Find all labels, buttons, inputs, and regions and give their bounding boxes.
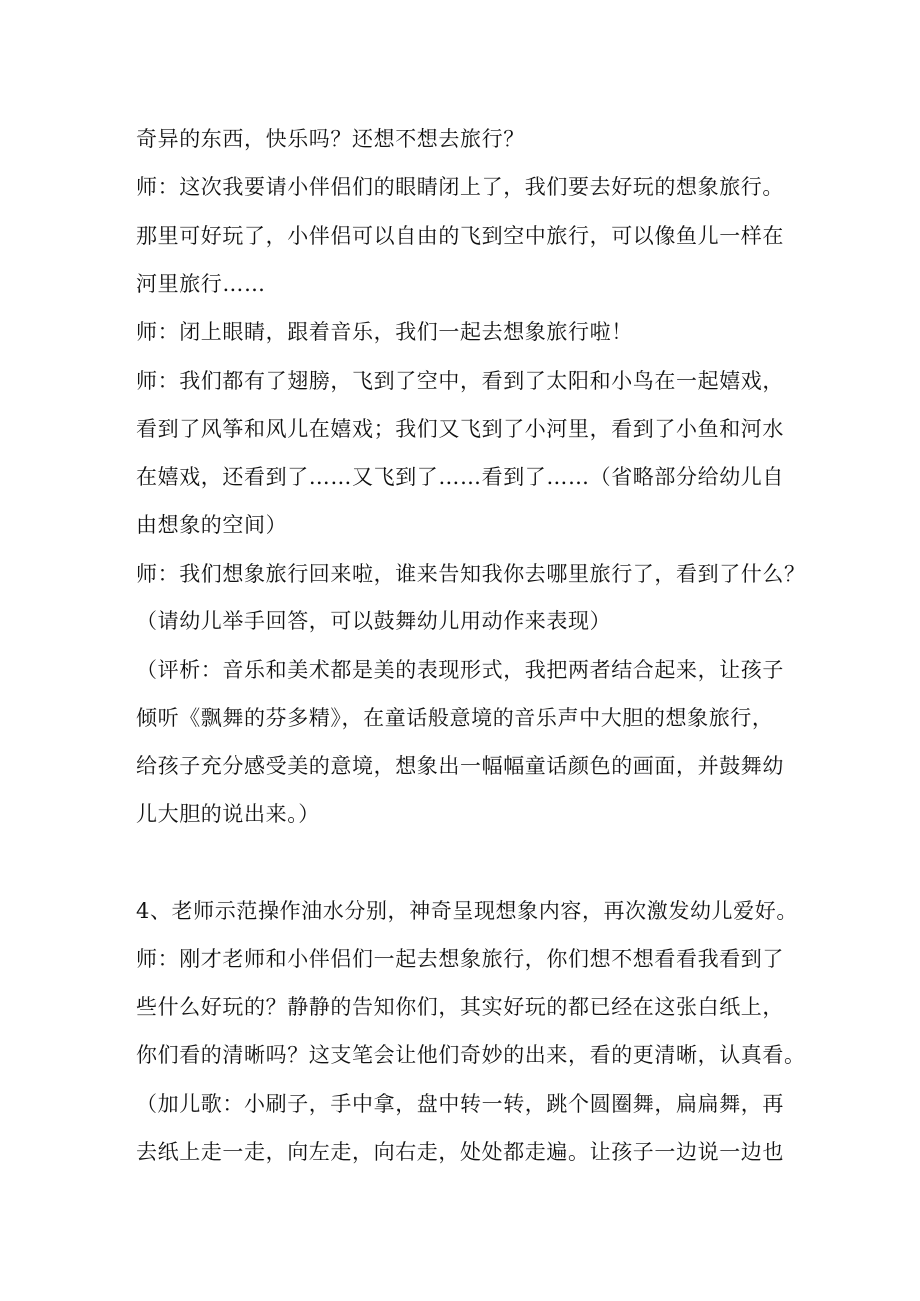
text-line: 去纸上走一走，向左走，向右走，处处都走遍。让孩子一边说一边也: [136, 1140, 784, 1164]
text-line: 师：这次我要请小伴侣们的眼睛闭上了，我们要去好玩的想象旅行。: [136, 175, 784, 199]
text-line: 些什么好玩的？静静的告知你们，其实好玩的都已经在这张白纸上，: [136, 995, 784, 1019]
text-line: 师：刚才老师和小伴侣们一起去想象旅行，你们想不想看看我看到了: [136, 947, 784, 971]
text-line: 在嬉戏，还看到了……又飞到了……看到了……（省略部分给幼儿自: [136, 465, 784, 489]
text-line: （评析：音乐和美术都是美的表现形式，我把两者结合起来，让孩子: [136, 658, 784, 682]
text-line: 师：闭上眼睛，跟着音乐，我们一起去想象旅行啦！: [136, 320, 633, 344]
text-line: 河里旅行……: [136, 272, 266, 296]
text-line: 倾听《飘舞的芬多精》，在童话般意境的音乐声中大胆的想象旅行，: [136, 706, 774, 730]
text-line: 由想象的空间）: [136, 513, 288, 537]
text-line: 师：我们想象旅行回来啦，谁来告知我你去哪里旅行了，看到了什么？: [136, 562, 806, 586]
text-line: 奇异的东西，快乐吗？还想不想去旅行？: [136, 127, 525, 151]
text-line: 你们看的清晰吗？这支笔会让他们奇妙的出来，看的更清晰，认真看。: [136, 1043, 806, 1067]
text-line: （请幼儿举手回答，可以鼓舞幼儿用动作来表现）: [136, 609, 612, 633]
text-line: 那里可好玩了，小伴侣可以自由的飞到空中旅行，可以像鱼儿一样在: [136, 224, 784, 248]
section-heading: 4、老师示范操作油水分别，神奇呈现想象内容，再次激发幼儿爱好。: [136, 899, 798, 923]
text-line: 儿大胆的说出来。）: [136, 802, 320, 826]
text-line: 看到了风筝和风儿在嬉戏；我们又飞到了小河里，看到了小鱼和河水: [136, 417, 784, 441]
text-line: 师：我们都有了翅膀，飞到了空中，看到了太阳和小鸟在一起嬉戏，: [136, 369, 784, 393]
text-line: （加儿歌：小刷子，手中拿，盘中转一转，跳个圆圈舞，扁扁舞，再: [136, 1092, 784, 1116]
text-line: 给孩子充分感受美的意境，想象出一幅幅童话颜色的画面，并鼓舞幼: [136, 754, 784, 778]
